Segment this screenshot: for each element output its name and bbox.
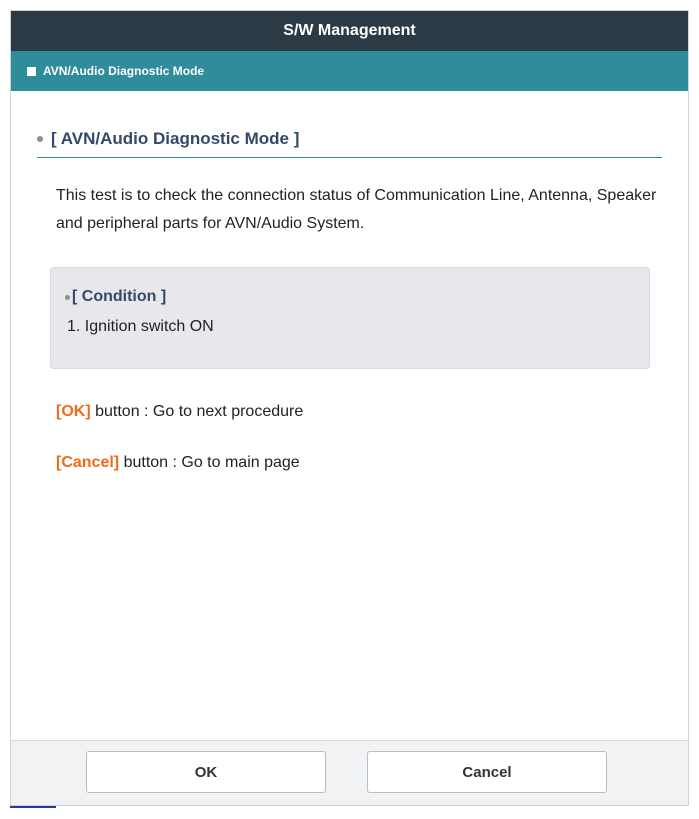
mode-subheader xyxy=(11,51,688,91)
cancel-button[interactable]: Cancel xyxy=(367,751,607,793)
ok-instruction-text: button : Go to next procedure xyxy=(90,403,304,420)
condition-title xyxy=(65,288,649,306)
mode-subheader-label: AVN/Audio Diagnostic Mode xyxy=(43,64,205,78)
cancel-instruction-text: button : Go to main page xyxy=(119,454,300,471)
cancel-instruction xyxy=(37,454,662,472)
bullet-dot-icon xyxy=(37,136,43,142)
condition-item: 1. Ignition switch ON xyxy=(67,318,214,335)
square-bullet-icon xyxy=(27,67,36,76)
section-heading-text: [ AVN/Audio Diagnostic Mode ] xyxy=(51,129,300,148)
bullet-dot-icon xyxy=(65,295,70,300)
section-heading xyxy=(37,129,662,158)
ok-button[interactable]: OK xyxy=(86,751,326,793)
condition-title-text: [ Condition ] xyxy=(72,288,167,305)
main-content xyxy=(11,129,688,472)
cancel-key-label: [Cancel] xyxy=(56,454,120,471)
window-title: S/W Management xyxy=(11,11,688,51)
condition-box xyxy=(50,267,650,369)
sw-management-window xyxy=(10,10,689,806)
button-footer xyxy=(11,740,688,805)
test-description: This test is to check the connection status of Communication Line, Antenna, Speaker and peripheral parts for AVN/Audio System. xyxy=(56,187,657,232)
ok-instruction xyxy=(37,403,662,421)
corner-accent-line xyxy=(10,806,56,808)
ok-key-label: [OK] xyxy=(56,403,91,420)
